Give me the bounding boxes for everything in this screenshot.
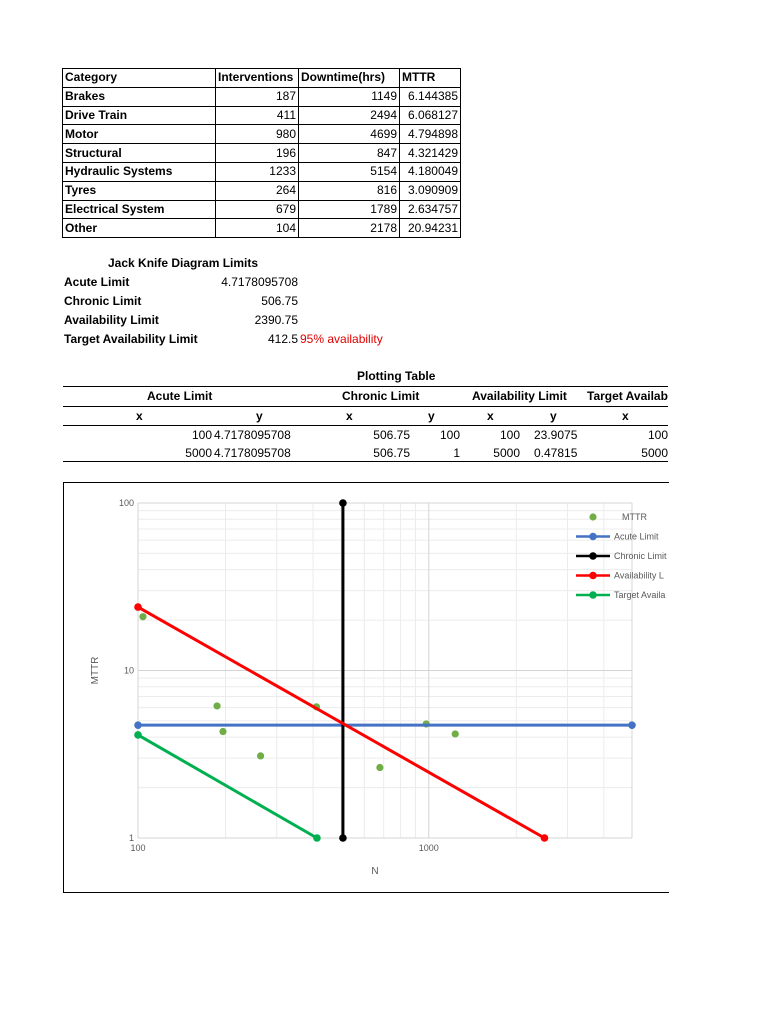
legend-marker <box>589 591 597 599</box>
legend-label: MTTR <box>622 512 647 522</box>
series-endpoint <box>134 721 142 729</box>
table-row <box>63 106 461 125</box>
mttr-point <box>376 764 383 771</box>
legend-label: Availability L <box>614 570 664 581</box>
table-cell: 1233 <box>216 162 299 181</box>
table-rule <box>63 425 668 426</box>
table-cell: 3.090909 <box>400 181 461 200</box>
limit-row-availability <box>64 313 298 332</box>
table-cell: 4.321429 <box>400 144 461 163</box>
plotting-table-title: Plotting Table <box>357 369 436 383</box>
mttr-point <box>257 752 264 759</box>
col-header-x: x <box>136 409 143 423</box>
legend-marker <box>589 533 597 541</box>
table-row <box>63 219 461 238</box>
jack-knife-chart <box>63 482 669 893</box>
mttr-point <box>213 702 220 709</box>
table-cell: 4699 <box>299 125 400 144</box>
table-cell: Brakes <box>63 87 216 106</box>
table-row <box>63 87 461 106</box>
cell-avail-y: 0.47815 <box>534 446 578 460</box>
table-row <box>63 162 461 181</box>
table-cell: Electrical System <box>63 200 216 219</box>
table-cell: 196 <box>216 144 299 163</box>
limit-row-chronic <box>64 294 298 313</box>
table-cell: 679 <box>216 200 299 219</box>
table-cell: 2494 <box>299 106 400 125</box>
limit-value: 412.5 <box>267 332 298 346</box>
limit-label: Availability Limit <box>64 313 159 327</box>
table-row <box>63 181 461 200</box>
series-endpoint <box>134 731 142 739</box>
col-header-x: x <box>346 409 353 423</box>
group-header-target: Target Availab <box>587 389 668 403</box>
y-tick-label: 100 <box>118 498 134 508</box>
legend-label: Chronic Limit <box>614 551 667 561</box>
limit-value: 506.75 <box>261 294 298 308</box>
x-tick-label: 100 <box>130 843 146 853</box>
table-cell: 816 <box>299 181 400 200</box>
table-cell: 2178 <box>299 219 400 238</box>
column-header: Downtime(hrs) <box>299 69 400 88</box>
col-header-y: y <box>256 409 263 423</box>
limit-label: Acute Limit <box>64 275 130 289</box>
table-cell: Drive Train <box>63 106 216 125</box>
limit-label: Target Availability Limit <box>64 332 198 346</box>
table-cell: Hydraulic Systems <box>63 162 216 181</box>
table-rule <box>63 406 668 407</box>
series-endpoint <box>339 834 347 842</box>
x-axis-title: N <box>371 866 379 877</box>
table-rule <box>63 461 668 462</box>
table-cell: 6.068127 <box>400 106 461 125</box>
col-header-y: y <box>550 409 557 423</box>
table-cell: Tyres <box>63 181 216 200</box>
limit-value: 4.7178095708 <box>221 275 298 289</box>
group-header-chronic: Chronic Limit <box>342 389 420 403</box>
cell-avail-y: 23.9075 <box>534 428 578 442</box>
category-table <box>62 68 461 238</box>
series-endpoint <box>134 603 142 611</box>
legend-label: Acute Limit <box>614 531 659 542</box>
table-cell: 2.634757 <box>400 200 461 219</box>
cell-target-x: 5000 <box>641 446 668 460</box>
y-tick-label: 10 <box>123 665 134 676</box>
limit-row-target <box>64 332 298 351</box>
y-tick-label: 1 <box>128 833 134 843</box>
table-row <box>63 144 461 163</box>
cell-avail-x: 5000 <box>493 446 520 460</box>
cell-acute-x: 100 <box>191 428 212 442</box>
series-endpoint <box>541 834 549 842</box>
table-cell: 5154 <box>299 162 400 181</box>
chart-canvas <box>64 483 669 893</box>
limits-title: Jack Knife Diagram Limits <box>108 256 259 270</box>
group-header-availability: Availability Limit <box>472 389 567 403</box>
cell-target-x: 100 <box>647 428 668 442</box>
table-cell: 1789 <box>299 200 400 219</box>
table-rule <box>63 386 668 387</box>
limit-row-acute <box>64 275 298 294</box>
limit-label: Chronic Limit <box>64 294 142 308</box>
x-tick-label: 1000 <box>418 843 439 853</box>
cell-acute-y: 4.7178095708 <box>214 446 291 460</box>
table-cell: Motor <box>63 125 216 144</box>
limit-value: 2390.75 <box>254 313 298 327</box>
availability-note: 95% availability <box>300 332 383 346</box>
series-endpoint <box>313 834 321 842</box>
series-endpoint <box>628 721 636 729</box>
table-cell: 4.794898 <box>400 125 461 144</box>
legend-marker <box>589 513 596 520</box>
cell-avail-x: 100 <box>499 428 520 442</box>
mttr-point <box>219 728 226 735</box>
column-header: MTTR <box>400 69 461 88</box>
table-cell: 847 <box>299 144 400 163</box>
table-header-row <box>63 69 461 88</box>
mttr-point <box>452 730 459 737</box>
cell-acute-x: 5000 <box>185 446 212 460</box>
table-cell: 264 <box>216 181 299 200</box>
cell-chronic-x: 506.75 <box>373 446 410 460</box>
table-cell: 187 <box>216 87 299 106</box>
table-cell: 1149 <box>299 87 400 106</box>
table-cell: 104 <box>216 219 299 238</box>
table-cell: Structural <box>63 144 216 163</box>
table-cell: 6.144385 <box>400 87 461 106</box>
y-axis-title: MTTR <box>90 656 101 685</box>
table-cell: 4.180049 <box>400 162 461 181</box>
cell-chronic-y: 1 <box>453 446 460 460</box>
col-header-y: y <box>428 409 435 423</box>
col-header-x: x <box>487 409 494 423</box>
legend-marker <box>589 572 597 580</box>
column-header: Interventions <box>216 69 299 88</box>
series-line <box>138 735 317 838</box>
series-endpoint <box>339 499 347 507</box>
legend-marker <box>589 552 597 560</box>
table-cell: 980 <box>216 125 299 144</box>
table-row <box>63 125 461 144</box>
mttr-point <box>139 613 146 620</box>
table-cell: 411 <box>216 106 299 125</box>
cell-chronic-x: 506.75 <box>373 428 410 442</box>
table-row <box>63 200 461 219</box>
cell-chronic-y: 100 <box>439 428 460 442</box>
table-cell: 20.94231 <box>400 219 461 238</box>
column-header: Category <box>63 69 216 88</box>
col-header-x: x <box>622 409 629 423</box>
cell-acute-y: 4.7178095708 <box>214 428 291 442</box>
table-cell: Other <box>63 219 216 238</box>
legend-label: Target Availa <box>614 590 666 600</box>
group-header-acute: Acute Limit <box>147 389 213 403</box>
